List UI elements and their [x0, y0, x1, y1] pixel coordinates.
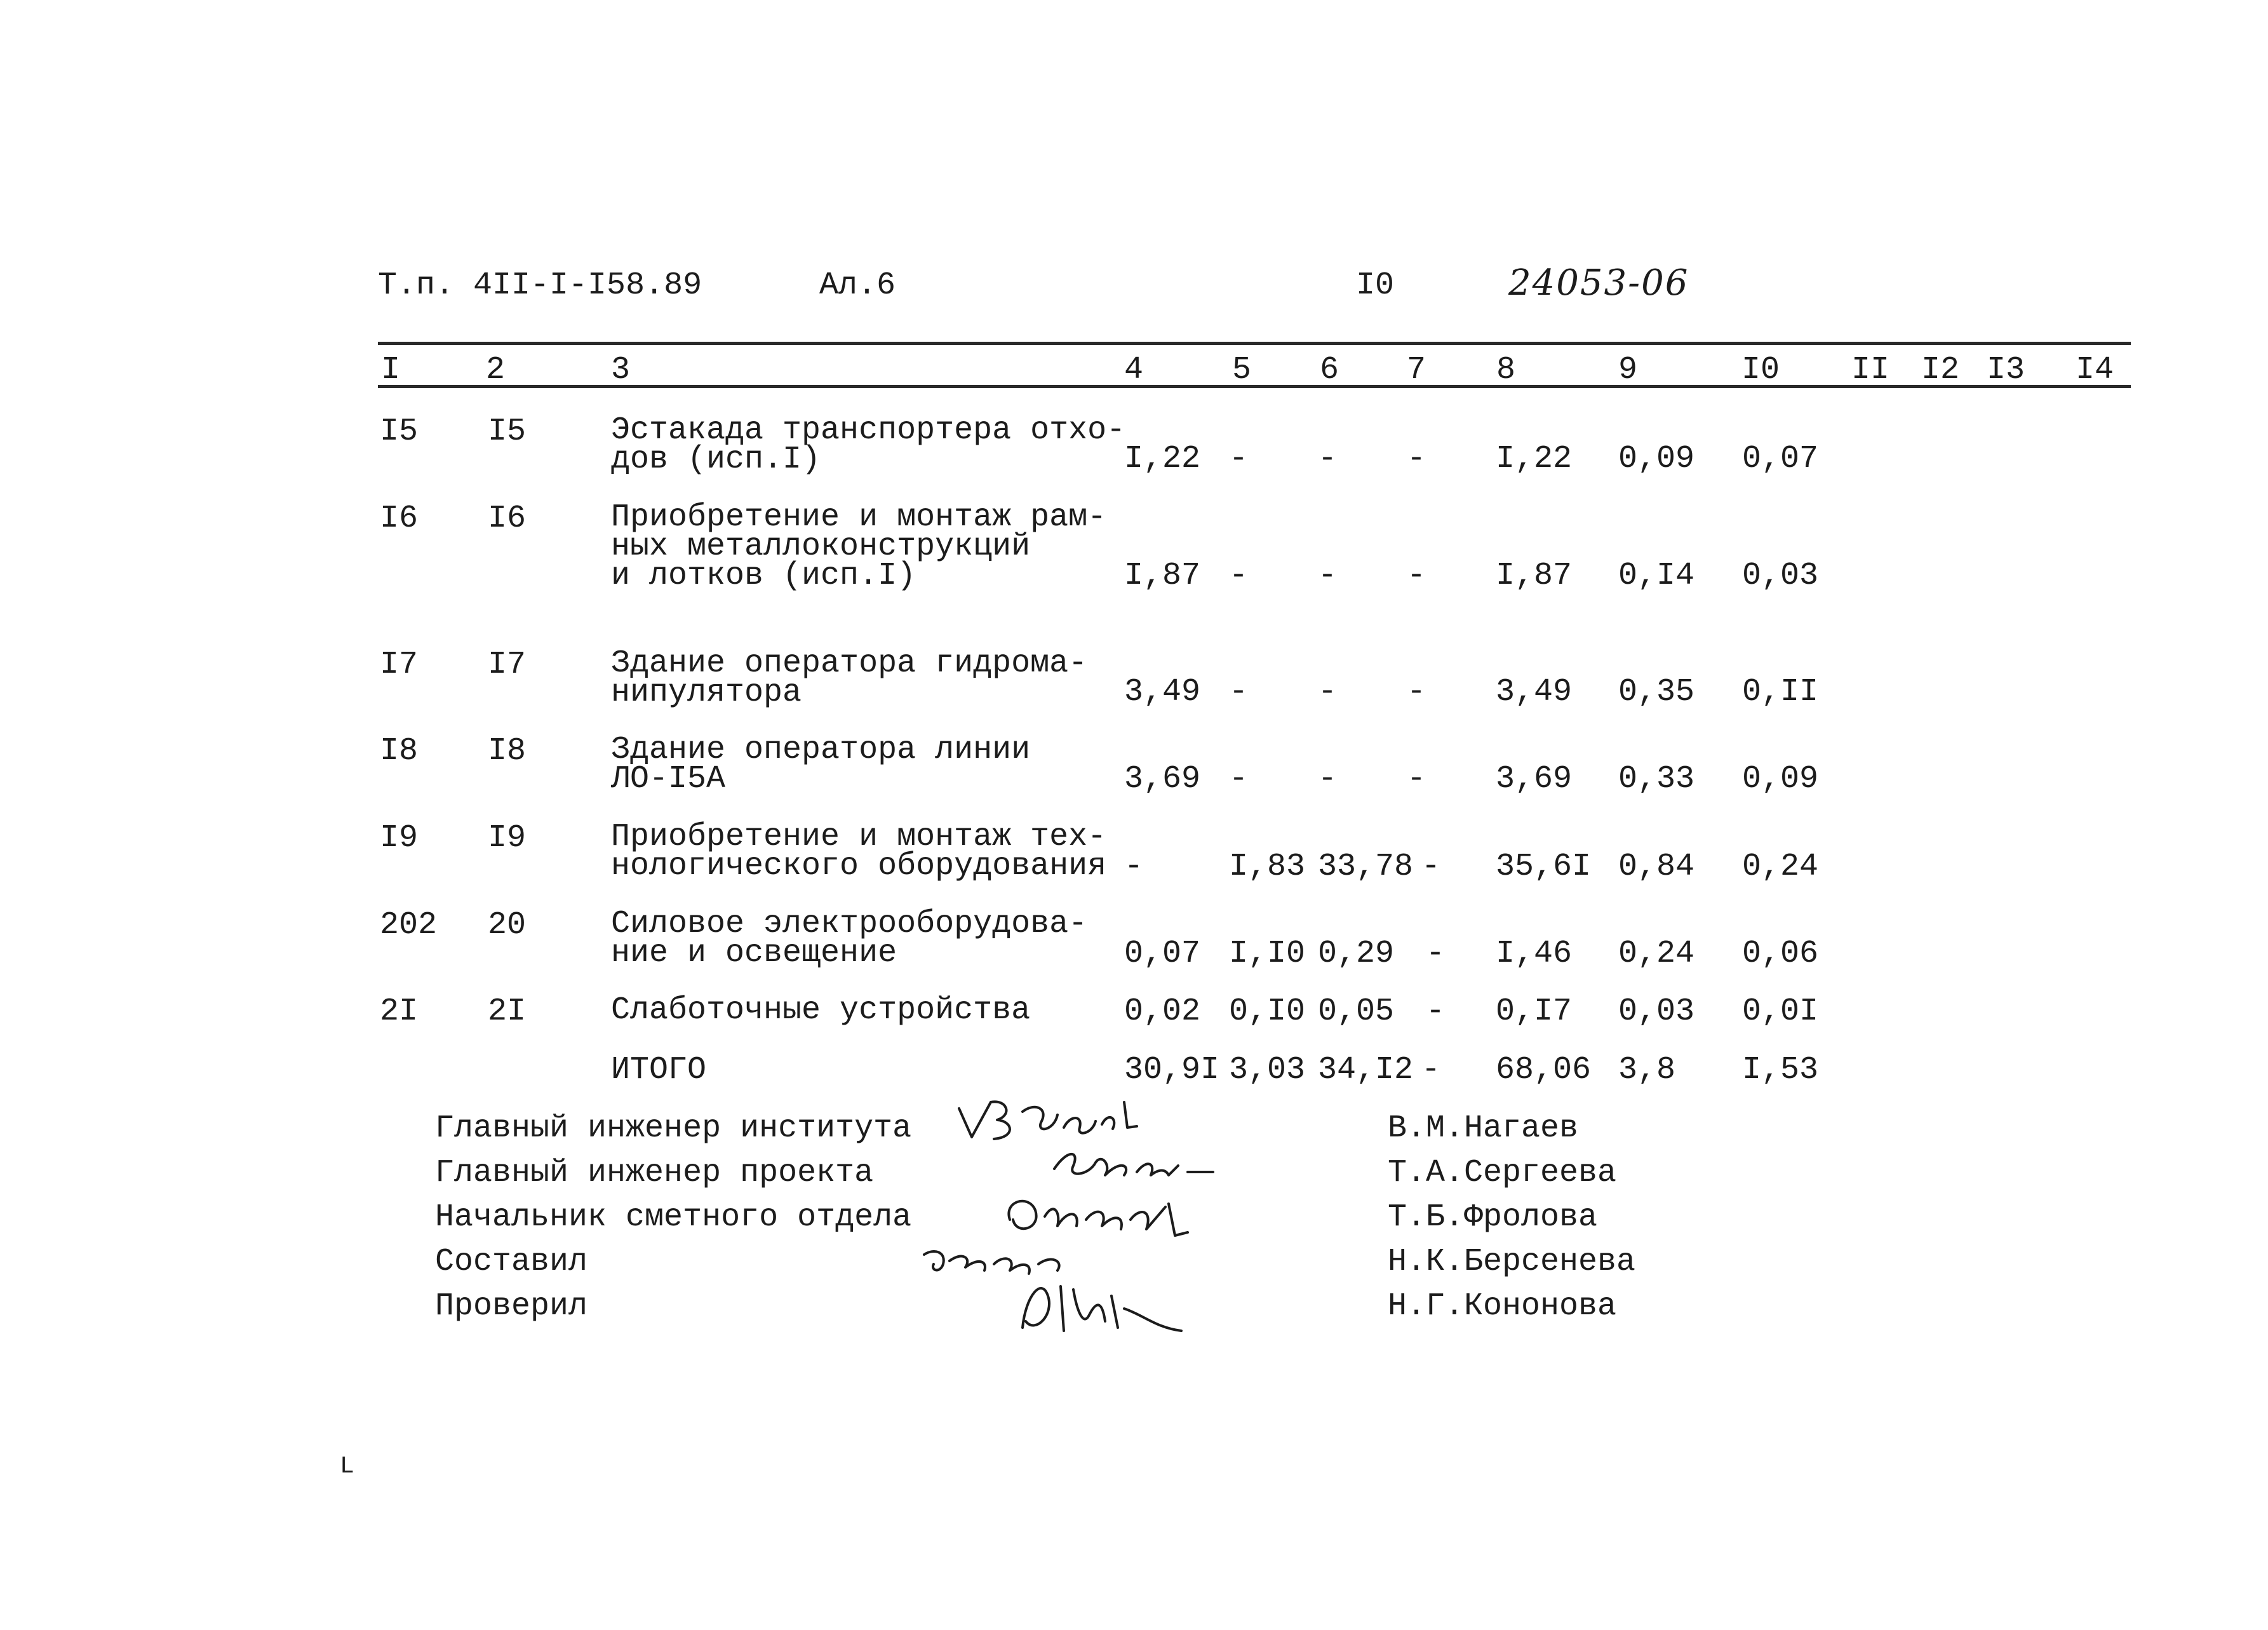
cell: -	[1407, 441, 1426, 477]
cell: 0,24	[1742, 849, 1819, 885]
total-cell: 68,06	[1496, 1052, 1592, 1088]
cell: 0,29	[1318, 936, 1395, 972]
cell: 0,07	[1124, 936, 1201, 972]
cell: 0,II	[1742, 674, 1819, 710]
signature-role: Начальник сметного отдела	[435, 1199, 912, 1236]
cell: -	[1426, 993, 1446, 1030]
signature-role: Проверил	[435, 1288, 588, 1324]
cell: 0,06	[1742, 936, 1819, 972]
col-header: II	[1851, 352, 1890, 388]
row-name: Приобретение и монтаж тех- нологического оборудования	[611, 819, 1107, 884]
row-code: 2I	[488, 993, 527, 1030]
cell: 0,33	[1618, 761, 1695, 797]
album-label: Ал.6	[819, 267, 896, 304]
row-number: 202	[380, 907, 438, 943]
cell: -	[1407, 558, 1426, 594]
cell: -	[1124, 849, 1144, 885]
header-top-rule	[378, 342, 2131, 345]
col-header: 8	[1496, 352, 1516, 388]
total-cell: 34,I2	[1318, 1052, 1414, 1088]
cell: 0,09	[1742, 761, 1819, 797]
cell: 35,6I	[1496, 849, 1592, 885]
row-code: I6	[488, 501, 527, 537]
row-number: I7	[380, 647, 419, 683]
col-header: 2	[486, 352, 506, 388]
cell: I,83	[1229, 849, 1306, 885]
row-code: I7	[488, 647, 527, 683]
row-name: Здание оператора гидрома- нипулятора	[611, 645, 1088, 711]
cell: 0,I7	[1496, 993, 1573, 1030]
row-code: 20	[488, 907, 527, 943]
cell: 0,0I	[1742, 993, 1819, 1030]
cell: -	[1229, 441, 1249, 477]
col-header: 7	[1407, 352, 1426, 388]
col-header: I2	[1921, 352, 1960, 388]
cell: -	[1318, 441, 1338, 477]
col-header: 4	[1124, 352, 1144, 388]
signature-role: Составил	[435, 1244, 588, 1280]
col-header: I0	[1741, 352, 1780, 388]
cell: 0,03	[1618, 993, 1695, 1030]
cell: 0,07	[1742, 441, 1819, 477]
row-number: 2I	[380, 993, 419, 1030]
row-name: Силовое электрооборудова- ние и освещение	[611, 906, 1088, 971]
project-code: Т.п. 4II-I-I58.89	[378, 267, 702, 304]
signature-name: Т.Б.Фролова	[1388, 1199, 1598, 1236]
cell: I,46	[1496, 936, 1573, 972]
row-number: I8	[380, 733, 419, 769]
cell: -	[1318, 558, 1338, 594]
col-header: 6	[1320, 352, 1339, 388]
row-name: Слаботочные устройства	[611, 992, 1031, 1028]
row-number: I5	[380, 414, 419, 450]
col-header: 5	[1232, 352, 1252, 388]
col-header: I3	[1987, 352, 2025, 388]
total-label: ИТОГО	[611, 1052, 707, 1088]
cell: -	[1407, 761, 1426, 797]
cell: 0,I4	[1618, 558, 1695, 594]
cell: 3,69	[1124, 761, 1201, 797]
page-number: I0	[1356, 267, 1395, 304]
row-code: I9	[488, 820, 527, 856]
cell: -	[1426, 936, 1446, 972]
row-name: Эстакада транспортера отхо- дов (исп.I)	[611, 412, 1126, 478]
corner-mark: L	[340, 1453, 354, 1480]
cell: I,87	[1124, 558, 1201, 594]
cell: 0,24	[1618, 936, 1695, 972]
signature-role: Главный инженер проекта	[435, 1155, 874, 1191]
total-cell: I,53	[1742, 1052, 1819, 1088]
archive-number: 24053-06	[1508, 262, 1689, 304]
cell: -	[1318, 674, 1338, 710]
cell: I,22	[1496, 441, 1573, 477]
cell: -	[1407, 674, 1426, 710]
signature-role: Главный инженер института	[435, 1110, 912, 1147]
cell: 0,I0	[1229, 993, 1306, 1030]
total-cell: -	[1421, 1052, 1441, 1088]
cell: 33,78	[1318, 849, 1414, 885]
total-cell: 30,9I	[1124, 1052, 1220, 1088]
cell: -	[1229, 558, 1249, 594]
cell: 0,03	[1742, 558, 1819, 594]
signature-name: В.М.Нагаев	[1388, 1110, 1579, 1147]
signature-name: Н.Г.Кононова	[1388, 1288, 1617, 1324]
cell: 3,49	[1496, 674, 1573, 710]
cell: 0,35	[1618, 674, 1695, 710]
cell: 0,02	[1124, 993, 1201, 1030]
col-header: 9	[1618, 352, 1638, 388]
cell: I,87	[1496, 558, 1573, 594]
cell: 3,49	[1124, 674, 1201, 710]
handwritten-signature	[915, 1239, 1219, 1347]
row-name: Здание оператора линии ЛО-I5А	[611, 732, 1031, 797]
cell: I,I0	[1229, 936, 1306, 972]
total-cell: 3,8	[1618, 1052, 1676, 1088]
cell: I,22	[1124, 441, 1201, 477]
cell: -	[1229, 761, 1249, 797]
col-header: 3	[611, 352, 631, 388]
row-code: I8	[488, 733, 527, 769]
cell: -	[1421, 849, 1441, 885]
cell: 0,05	[1318, 993, 1395, 1030]
total-cell: 3,03	[1229, 1052, 1306, 1088]
row-code: I5	[488, 414, 527, 450]
row-number: I9	[380, 820, 419, 856]
signature-name: Н.К.Берсенева	[1388, 1244, 1636, 1280]
cell: -	[1229, 674, 1249, 710]
row-number: I6	[380, 501, 419, 537]
signature-name: Т.А.Сергеева	[1388, 1155, 1617, 1191]
cell: -	[1318, 761, 1338, 797]
cell: 0,09	[1618, 441, 1695, 477]
row-name: Приобретение и монтаж рам- ных металлоконструкций и лотков (исп.I)	[611, 499, 1107, 594]
col-header: I	[381, 352, 401, 388]
cell: 3,69	[1496, 761, 1573, 797]
col-header: I4	[2076, 352, 2114, 388]
cell: 0,84	[1618, 849, 1695, 885]
